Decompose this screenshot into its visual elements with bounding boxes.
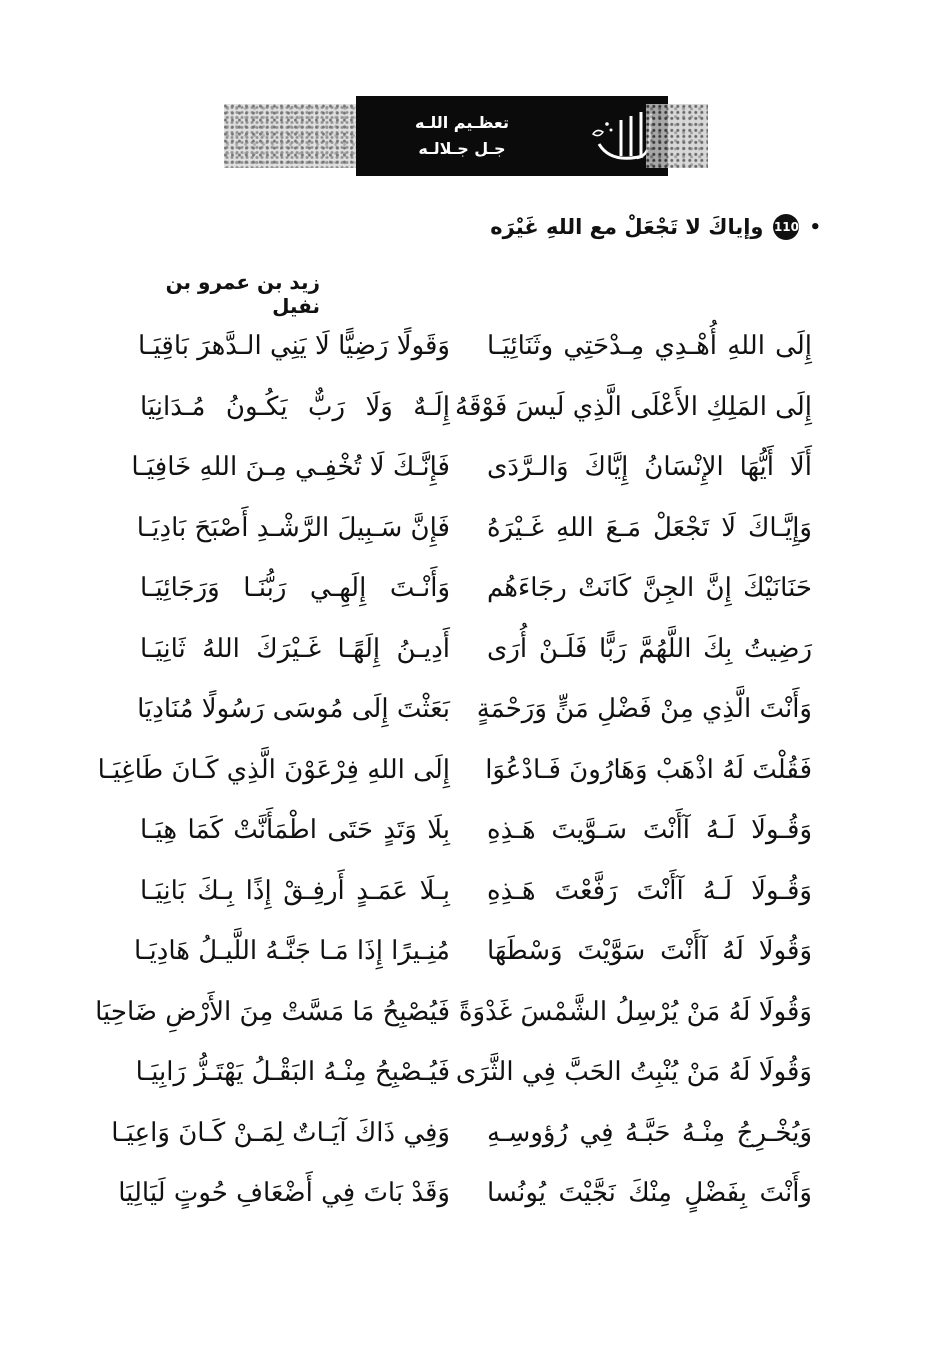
verse-second-hemistich: فَيُـصْبِحُ مِنْـهُ البَقْـلُ يَهْتَـزُّ رَابِيَـا [135,1057,450,1087]
verse-second-hemistich: مُنِـيرًا إِذَا مَـا جَنَّـهُ اللَّيـلُ هَادِيَـا [134,936,450,966]
verse-first-hemistich: أَلَا أَيُّهَا الإِنْسَانُ إِيَّاكَ وَالـرَّدَى [487,452,812,482]
verse-first-hemistich: فَقُلْتَ لَهُ اذْهَبْ وَهَارُونَ فَـادْعُوَا [485,754,812,785]
verse-first-hemistich: إِلَى المَلِكِ الأَعْلَى الَّذِي لَيسَ فَوْقَهُ [455,391,812,422]
banner-texture-left [224,104,356,168]
verse-second-hemistich: بِـلَا عَمَـدٍ أَرفِـقْ إِذًا بِـكَ بَانِيَـا [140,875,450,906]
verse-second-hemistich: وَأَنْـتَ إِلَهِـي رَبُّنَـا وَرَجَائِيَـا [140,573,450,603]
section-heading-text: وإياكَ لا تَجْعَلْ مع اللهِ غَيْرَه [490,215,764,239]
verse-second-hemistich: وَقَدْ بَاتَ فِي أَضْعَافِ حُوتٍ لَيَالِيَا [118,1178,450,1208]
banner-texture-right [646,104,708,168]
verse-first-hemistich: حَنَانَيْكَ إِنَّ الجِنَّ كَانَتْ رجَاءَهُم [487,573,812,603]
poem-verse [120,863,820,924]
poem-verse [120,923,820,984]
banner-title-line1: تعظـيم اللـه [415,113,509,132]
verse-second-hemistich: فَإِنَّ سَـبِيلَ الرَّشْـدِ أَصْبَحَ بَادِيَـا [136,512,450,543]
verse-first-hemistich: وَيُخْـرِجُ مِنْـهُ حَبَّـهُ فِي رُؤوسِـهِ [487,1117,812,1148]
poem-verse [120,621,820,682]
poem [95,318,820,1226]
poem-verse [120,500,820,561]
verse-second-hemistich: فَإِنَّـكَ لَا تُخْفِـي مِـنَ اللهِ خَافِيَـا [131,452,450,482]
verse-second-hemistich: وَفِي ذَاكَ آيَـاتٌ لِمَـنْ كَـانَ وَاعِيَـا [111,1117,450,1148]
verse-second-hemistich: فَيُصْبِحُ مَا مَسَّتْ مِنَ الأَرْضِ ضَاحِيَا [95,996,450,1027]
verse-second-hemistich: بَعَثْتَ إِلَى مُوسَى رَسُولًا مُنَادِيَا [137,694,450,724]
verse-first-hemistich: وَإِيَّـاكَ لَا تَجْعَلْ مَـعَ اللهِ غَـيْرَهُ [487,512,812,543]
section-number-badge: 110 [773,214,799,240]
poem-verse [120,318,820,379]
verse-second-hemistich: أَدِيـنُ إِلَهًـا غَـيْرَكَ اللهُ ثَانِيَـا [140,633,450,664]
verse-second-hemistich: وَقَولًا رَضِيًّا لَا يَنِي الـدَّهرَ بَاقِيَـا [138,331,450,361]
banner-title-line2: جـل جـلالـه [418,139,506,158]
poem-verse [111,1105,820,1166]
poem-verse [97,742,820,803]
section-heading [490,214,821,240]
header-banner [224,96,708,176]
banner-title-box [356,96,668,176]
poem-verse [120,1044,820,1105]
poem-verse [120,439,820,500]
poem-verse [120,560,820,621]
verse-second-hemistich: إِلَى اللهِ فِرْعَوْنَ الَّذِي كَـانَ طَاغِيَـا [97,754,450,785]
verse-first-hemistich: رَضِيتُ بِكَ اللَّهُمَّ رَبًّا فَلَـنْ أُرَى [487,633,812,664]
verse-first-hemistich: وَقُولَا لَهُ مَنْ يُرْسِلُ الشَّمْسَ غَدْوَةً [458,996,812,1027]
verse-first-hemistich: إِلَى اللهِ أُهْـدِي مِـدْحَتِي وثَنَائِيَـا [487,331,812,361]
verse-first-hemistich: وَقُـولَا لَـهُ آأَنْتَ رَفَّعْتَ هَـذِهِ [487,875,812,906]
poem-verse [120,379,820,440]
poem-verse [120,802,820,863]
poem-author: زيد بن عمرو بن نفيل [165,270,320,318]
verse-first-hemistich: وَقُولَا لَهُ مَنْ يُنْبِتُ الحَبَّ فِي الثَّرَى [455,1057,812,1087]
verse-first-hemistich: وَأَنْتَ بِفَضْلٍ مِنْكَ نَجَّيْتَ يُونُسا [487,1178,812,1208]
verse-first-hemistich: وَقُولَا لَهُ آأَنْتَ سَوَّيْتَ وَسْطَهَا [487,936,812,966]
poem-verse [120,1165,820,1226]
bullet-dot-icon: • [809,216,821,238]
verse-first-hemistich: وَقُـولَا لَـهُ آأَنْتَ سَـوَّيتَ هَـذِهِ [487,815,812,845]
poem-verse [95,984,820,1045]
verse-first-hemistich: وَأَنْتَ الَّذِي مِنْ فَضْلِ مَنٍّ وَرَحْمَةٍ [476,694,812,724]
poem-verse [120,681,820,742]
verse-second-hemistich: إِلَـهٌ وَلَا رَبٌّ يَكُـونُ مُـدَانِيَا [140,391,450,422]
banner-title [356,110,576,162]
verse-second-hemistich: بِلَا وَتَدٍ حَتَى اطْمَأَنَّتْ كَمَا هِيَـا [140,815,450,845]
